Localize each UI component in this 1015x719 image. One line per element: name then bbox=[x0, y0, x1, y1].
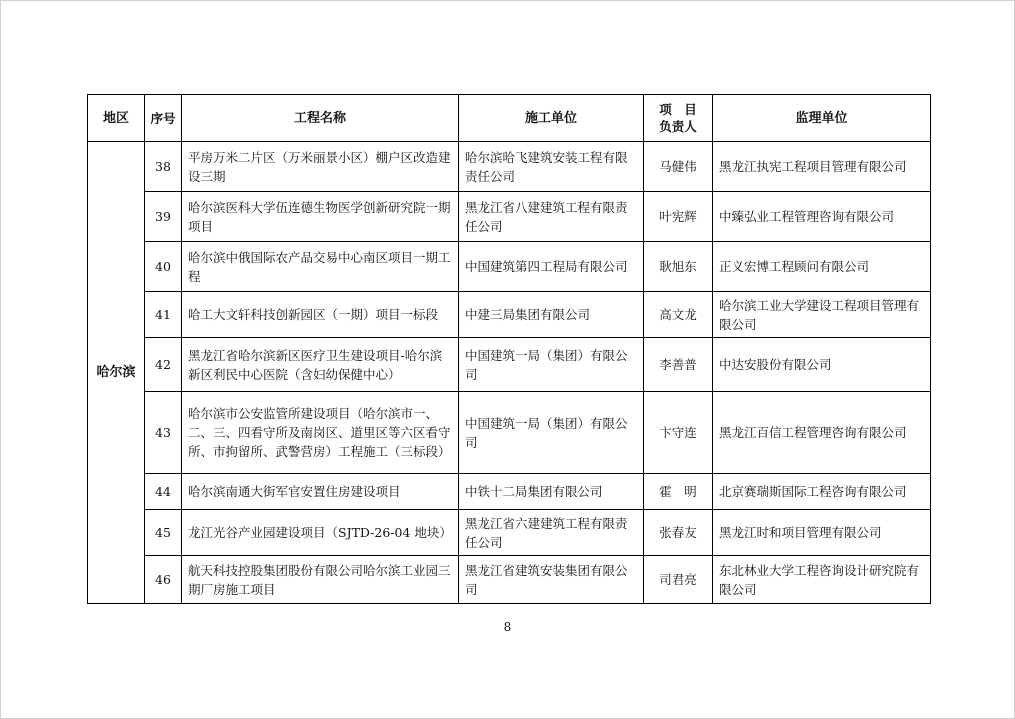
supervisor-name: 北京赛瑞斯国际工程咨询有限公司 bbox=[713, 474, 931, 510]
row-number: 43 bbox=[145, 392, 182, 474]
table-row bbox=[88, 510, 931, 556]
row-number: 40 bbox=[145, 242, 182, 292]
table-row bbox=[88, 192, 931, 242]
manager-name: 叶宪辉 bbox=[644, 192, 713, 242]
project-table bbox=[87, 94, 931, 604]
manager-name: 张春友 bbox=[644, 510, 713, 556]
contractor-name: 黑龙江省六建建筑工程有限责任公司 bbox=[459, 510, 644, 556]
page-number: 8 bbox=[503, 620, 512, 634]
project-name: 哈尔滨医科大学伍连德生物医学创新研究院一期项目 bbox=[182, 192, 459, 242]
header-contractor: 施工单位 bbox=[459, 95, 644, 142]
row-number: 46 bbox=[145, 556, 182, 604]
supervisor-name: 黑龙江时和项目管理有限公司 bbox=[713, 510, 931, 556]
contractor-name: 中建三局集团有限公司 bbox=[459, 292, 644, 338]
region-cell: 哈尔滨 bbox=[88, 142, 145, 604]
table-row bbox=[88, 338, 931, 392]
table-row bbox=[88, 292, 931, 338]
project-name: 哈尔滨市公安监管所建设项目（哈尔滨市一、二、三、四看守所及南岗区、道里区等六区看守所、市拘留所、武警营房）工程施工（三标段） bbox=[182, 392, 459, 474]
row-number: 41 bbox=[145, 292, 182, 338]
manager-name: 马健伟 bbox=[644, 142, 713, 192]
contractor-name: 中国建筑第四工程局有限公司 bbox=[459, 242, 644, 292]
table-row bbox=[88, 392, 931, 474]
supervisor-name: 中臻弘业工程管理咨询有限公司 bbox=[713, 192, 931, 242]
header-manager-line2: 负责人 bbox=[659, 119, 697, 134]
supervisor-name: 东北林业大学工程咨询设计研究院有限公司 bbox=[713, 556, 931, 604]
header-manager-line1: 项 目 bbox=[659, 102, 697, 117]
project-name: 龙江光谷产业园建设项目（SJTD-26-04 地块） bbox=[182, 510, 459, 556]
manager-name: 霍 明 bbox=[644, 474, 713, 510]
table-row bbox=[88, 556, 931, 604]
contractor-name: 中国建筑一局（集团）有限公司 bbox=[459, 338, 644, 392]
manager-name: 高文龙 bbox=[644, 292, 713, 338]
manager-name: 耿旭东 bbox=[644, 242, 713, 292]
table-row bbox=[88, 474, 931, 510]
header-seq: 序号 bbox=[145, 95, 182, 142]
table-header-row bbox=[88, 95, 931, 142]
header-manager bbox=[644, 95, 713, 142]
header-region: 地区 bbox=[88, 95, 145, 142]
supervisor-name: 正义宏博工程顾问有限公司 bbox=[713, 242, 931, 292]
row-number: 42 bbox=[145, 338, 182, 392]
contractor-name: 中铁十二局集团有限公司 bbox=[459, 474, 644, 510]
project-name: 黑龙江省哈尔滨新区医疗卫生建设项目-哈尔滨新区利民中心医院（含妇幼保健中心） bbox=[182, 338, 459, 392]
supervisor-name: 黑龙江百信工程管理咨询有限公司 bbox=[713, 392, 931, 474]
contractor-name: 哈尔滨哈飞建筑安装工程有限责任公司 bbox=[459, 142, 644, 192]
row-number: 38 bbox=[145, 142, 182, 192]
row-number: 44 bbox=[145, 474, 182, 510]
table-row bbox=[88, 142, 931, 192]
header-supervisor: 监理单位 bbox=[713, 95, 931, 142]
header-project: 工程名称 bbox=[182, 95, 459, 142]
project-name: 哈工大文轩科技创新园区（一期）项目一标段 bbox=[182, 292, 459, 338]
project-name: 哈尔滨中俄国际农产品交易中心南区项目一期工程 bbox=[182, 242, 459, 292]
supervisor-name: 黑龙江执宪工程项目管理有限公司 bbox=[713, 142, 931, 192]
contractor-name: 中国建筑一局（集团）有限公司 bbox=[459, 392, 644, 474]
manager-name: 李善普 bbox=[644, 338, 713, 392]
project-name: 航天科技控股集团股份有限公司哈尔滨工业园三期厂房施工项目 bbox=[182, 556, 459, 604]
project-name: 平房万米二片区（万米丽景小区）棚户区改造建设三期 bbox=[182, 142, 459, 192]
supervisor-name: 哈尔滨工业大学建设工程项目管理有限公司 bbox=[713, 292, 931, 338]
manager-name: 卞守连 bbox=[644, 392, 713, 474]
manager-name: 司君亮 bbox=[644, 556, 713, 604]
table-row bbox=[88, 242, 931, 292]
contractor-name: 黑龙江省八建建筑工程有限责任公司 bbox=[459, 192, 644, 242]
contractor-name: 黑龙江省建筑安装集团有限公司 bbox=[459, 556, 644, 604]
row-number: 39 bbox=[145, 192, 182, 242]
row-number: 45 bbox=[145, 510, 182, 556]
supervisor-name: 中达安股份有限公司 bbox=[713, 338, 931, 392]
project-name: 哈尔滨南通大街军官安置住房建设项目 bbox=[182, 474, 459, 510]
